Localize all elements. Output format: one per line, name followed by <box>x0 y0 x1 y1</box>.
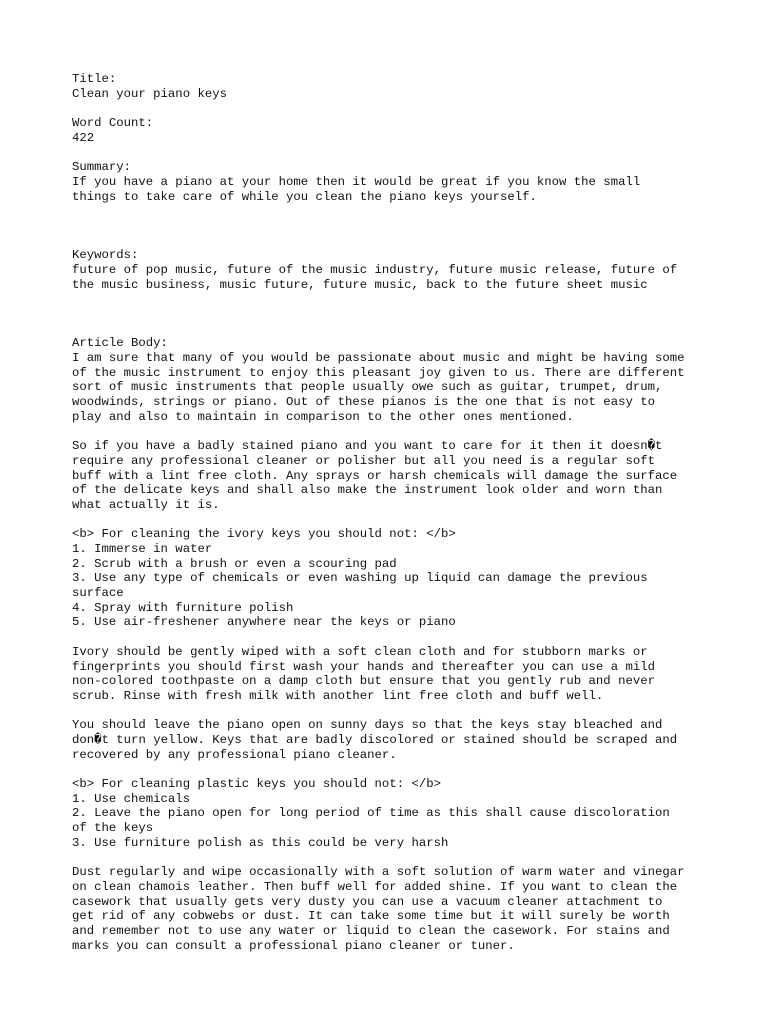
paragraph-line: buff with a lint free cloth. Any sprays or harsh chemicals will damage the surface <box>72 468 678 483</box>
list-item: 1. Immerse in water <box>72 542 213 557</box>
paragraph-line: and remember not to use any water or liquid to clean the casework. For stains and <box>72 923 670 938</box>
paragraph-line: on clean chamois leather. Then buff well for added shine. If you want to clean the <box>72 879 678 894</box>
paragraph-line: woodwinds, strings or piano. Out of these pianos is the one that is not easy to <box>72 395 655 410</box>
article-paragraph <box>72 865 712 953</box>
paragraph-line: play and also to maintain in comparison to the other ones mentioned. <box>72 409 574 424</box>
title-value: Clean your piano keys <box>72 86 227 101</box>
summary-line: If you have a piano at your home then it would be great if you know the small <box>72 174 641 189</box>
paragraph-line: get rid of any cobwebs or dust. It can take some time but it will surely be worth <box>72 909 670 924</box>
list-item: 5. Use air-freshener anywhere near the keys or piano <box>72 615 456 630</box>
list-item: 1. Use chemicals <box>72 791 191 806</box>
paragraph-line: So if you have a badly stained piano and you want to care for it then it doesn�t <box>72 439 663 454</box>
article-paragraph <box>72 439 712 512</box>
title-label: Title: <box>72 72 117 86</box>
paragraph-line: what actually it is. <box>72 497 220 512</box>
paragraph-line: of the music instrument to enjoy this pleasant joy given to us. There are different <box>72 365 685 380</box>
keywords-line: future of pop music, future of the music industry, future music release, future of <box>72 262 678 277</box>
paragraph-line: don�t turn yellow. Keys that are badly discolored or stained should be scraped and <box>72 732 678 747</box>
list-heading: <b> For cleaning plastic keys you should not: </b> <box>72 777 441 792</box>
list-item: 3. Use furniture polish as this could be very harsh <box>72 835 449 850</box>
list-item: 2. Leave the piano open for long period of time as this shall cause discoloration <box>72 806 670 821</box>
ivory-keys-list <box>72 527 712 630</box>
article-paragraph <box>72 718 712 762</box>
keywords-line: the music business, music future, future music, back to the future sheet music <box>72 277 648 292</box>
paragraph-line: I am sure that many of you would be passionate about music and might be having some <box>72 351 685 366</box>
list-item: 4. Spray with furniture polish <box>72 600 294 615</box>
list-item: of the keys <box>72 821 154 836</box>
paragraph-line: marks you can consult a professional piano cleaner or tuner. <box>72 938 515 953</box>
summary-line: things to take care of while you clean the piano keys yourself. <box>72 189 537 204</box>
paragraph-line: You should leave the piano open on sunny days so that the keys stay bleached and <box>72 718 663 733</box>
paragraph-line: Dust regularly and wipe occasionally with a soft solution of warm water and vinegar <box>72 865 685 880</box>
summary-label: Summary: <box>72 160 132 175</box>
paragraph-line: fingerprints you should first wash your hands and thereafter you can use a mild <box>72 659 655 674</box>
document-page <box>72 72 712 953</box>
paragraph-line: of the delicate keys and shall also make the instrument look older and worn than <box>72 483 663 498</box>
list-item: 3. Use any type of chemicals or even washing up liquid can damage the previous <box>72 571 648 586</box>
plastic-keys-list <box>72 777 712 850</box>
paragraph-line: casework that usually gets very dusty you can use a vacuum cleaner attachment to <box>72 894 663 909</box>
list-heading: <b> For cleaning the ivory keys you should not: </b> <box>72 527 456 542</box>
keywords-label: Keywords: <box>72 248 139 263</box>
article-paragraph <box>72 351 712 424</box>
word-count-value: 422 <box>72 130 95 145</box>
paragraph-line: non-colored toothpaste on a damp cloth but ensure that you gently rub and never <box>72 674 655 689</box>
list-item: surface <box>72 586 124 601</box>
paragraph-line: sort of music instruments that people usually owe such as guitar, trumpet, drum, <box>72 380 663 395</box>
paragraph-line: scrub. Rinse with fresh milk with another lint free cloth and buff well. <box>72 688 604 703</box>
paragraph-line: recovered by any professional piano cleaner. <box>72 747 397 762</box>
paragraph-line: Ivory should be gently wiped with a soft clean cloth and for stubborn marks or <box>72 644 648 659</box>
paragraph-line: require any professional cleaner or polisher but all you need is a regular soft <box>72 453 655 468</box>
list-item: 2. Scrub with a brush or even a scouring pad <box>72 556 397 571</box>
word-count-label: Word Count: <box>72 116 154 131</box>
article-body-label: Article Body: <box>72 336 168 351</box>
article-paragraph <box>72 645 712 704</box>
